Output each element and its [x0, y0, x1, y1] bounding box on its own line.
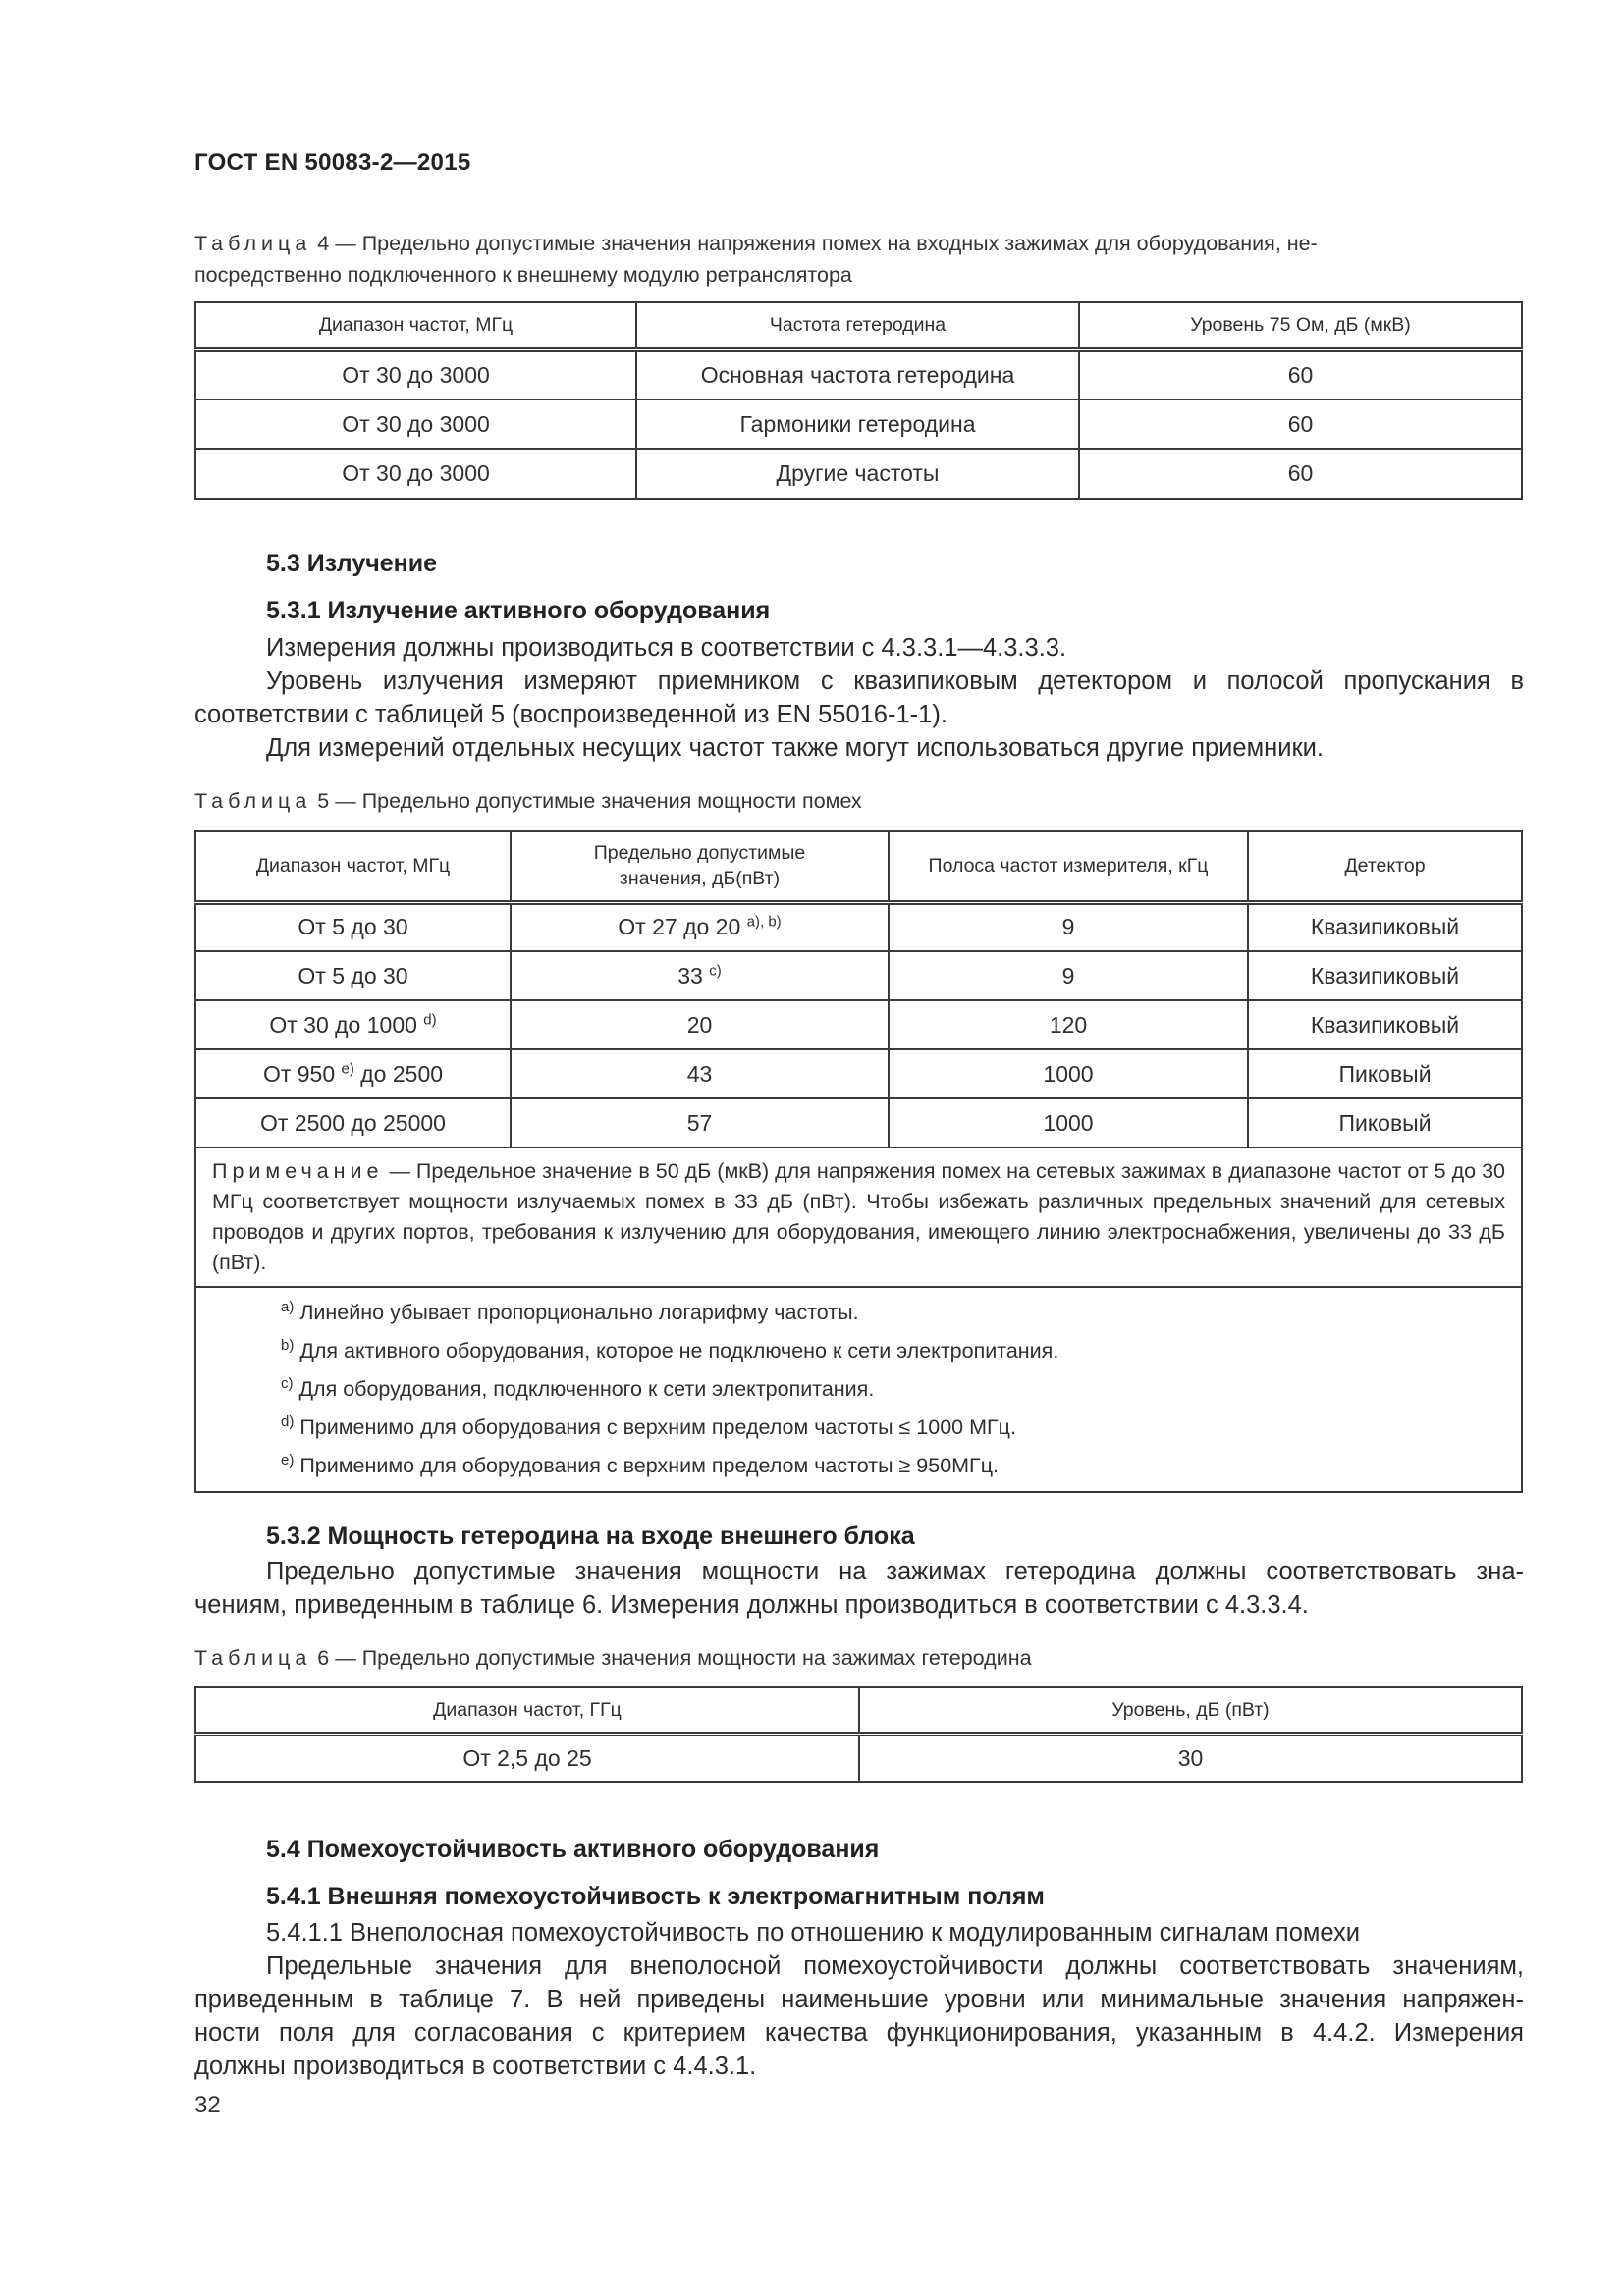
table-cell: От 30 до 3000	[195, 400, 636, 449]
table5	[194, 830, 1523, 1493]
table6-header-cell: Уровень, дБ (пВт)	[859, 1687, 1522, 1734]
table-cell: 60	[1079, 349, 1522, 400]
table-cell: 9	[889, 951, 1248, 1000]
table5-caption-label: Таблица	[194, 789, 312, 813]
limit-text: 33	[677, 962, 703, 988]
footnote-text: Применимо для оборудования с верхним пределом частоты ≥ 950МГц.	[294, 1454, 999, 1477]
table4-caption-label: Таблица	[194, 232, 312, 255]
footnote	[281, 1447, 1505, 1485]
footnote-ref: а), b)	[746, 913, 782, 931]
table-cell: 30	[859, 1734, 1522, 1782]
subsection-heading: 5.3.2 Мощность гетеродина на входе внешнего блока	[266, 1522, 915, 1550]
table5-header-row	[195, 831, 1522, 902]
paragraph: должны производиться в соответствии с 4.4.3.1.	[194, 2053, 757, 2080]
footnote-text: Применимо для оборудования с верхним пределом частоты ≤ 1000 МГц.	[294, 1415, 1016, 1439]
table-cell: 60	[1079, 400, 1522, 449]
table-cell	[511, 902, 889, 951]
paragraph: 5.4.1.1 Внеполосная помехоустойчивость по отношению к модулированным сигналам помехи	[266, 1919, 1361, 1947]
table6-caption-label: Таблица	[194, 1646, 312, 1670]
table5-caption-text: 5 — Предельно допустимые значения мощности помех	[311, 789, 862, 813]
table-row	[195, 951, 1522, 1000]
table-cell: Другие частоты	[636, 449, 1079, 499]
table5-header-cell: Диапазон частот, МГц	[195, 831, 511, 902]
table-cell: Гармоники гетеродина	[636, 400, 1079, 449]
footnote-mark: е)	[281, 1451, 295, 1468]
table-cell: 1000	[889, 1098, 1248, 1148]
paragraph: ности поля для согласования с критерием качества функционирования, указанным в 4.4.2. Измерения	[194, 2019, 1524, 2047]
table6-header-row	[195, 1687, 1522, 1734]
footnote	[281, 1409, 1505, 1447]
table5-header-cell: Полоса частот измерителя, кГц	[889, 831, 1248, 902]
table4-caption	[194, 228, 1518, 291]
table-cell: Пиковый	[1248, 1049, 1522, 1098]
table-note-row	[195, 1148, 1522, 1287]
table-footnotes-row	[195, 1287, 1522, 1492]
table4-header-cell: Частота гетеродина	[636, 302, 1079, 349]
table-cell: Квазипиковый	[1248, 1000, 1522, 1049]
limit-text: От 27 до 20	[618, 914, 741, 940]
table-cell: Основная частота гетеродина	[636, 349, 1079, 400]
footnote-ref: d)	[423, 1010, 437, 1028]
table-row	[195, 1000, 1522, 1049]
paragraph: соответствии с таблицей 5 (воспроизведенной из EN 55016-1-1).	[194, 701, 947, 728]
footnote	[281, 1332, 1505, 1370]
note-text: — Предельное значение в 50 дБ (мкВ) для напряжения помех на сетевых зажимах в диапазоне частот от 5 до 30 МГц соответствует мощности излучаемых помех в 33 дБ (пВт). Чтобы избежать различных предельных значений для сетевых проводов и других портов, требования к излучению для оборудования, имеющего линию электроснабжения, увеличены до 33 дБ (пВт).	[212, 1159, 1505, 1274]
footnote-text: Для активного оборудования, которое не подключено к сети электропитания.	[294, 1339, 1059, 1362]
table-cell: От 30 до 3000	[195, 349, 636, 400]
paragraph: Уровень излучения измеряют приемником с квазипиковым детектором и полосой пропускания в	[266, 667, 1524, 695]
table4-caption-line2: посредственно подключенного к внешнему модулю ретранслятора	[194, 263, 852, 287]
table-row	[195, 1049, 1522, 1098]
table-note	[195, 1148, 1522, 1287]
range-text: От 5 до 30	[298, 962, 408, 988]
table5-header-cell: Детектор	[1248, 831, 1522, 902]
paragraph: чениям, приведенным в таблице 6. Измерения должны производиться в соответствии с 4.3.3.4.	[194, 1591, 1309, 1619]
note-label: Примечание	[212, 1159, 384, 1183]
range-text: От 30 до 1000	[269, 1011, 417, 1038]
table-cell: 60	[1079, 449, 1522, 499]
footnote-mark: d)	[281, 1413, 295, 1430]
table-cell: Квазипиковый	[1248, 902, 1522, 951]
section-heading: 5.3 Излучение	[266, 550, 438, 577]
document-code: ГОСТ EN 50083-2—2015	[194, 149, 471, 176]
paragraph: Предельно допустимые значения мощности на зажимах гетеродина должны соответствовать зна-	[266, 1558, 1524, 1585]
table6	[194, 1686, 1523, 1783]
table4-header-cell: Уровень 75 Ом, дБ (мкВ)	[1079, 302, 1522, 349]
footnote-ref: с)	[709, 961, 722, 979]
table-cell: 57	[511, 1098, 889, 1148]
range-text: От 950	[262, 1060, 336, 1087]
table-footnotes	[195, 1287, 1522, 1492]
subsection-heading: 5.3.1 Излучение активного оборудования	[266, 597, 771, 624]
range-text: От 5 до 30	[298, 914, 408, 940]
footnote-ref: е)	[341, 1059, 354, 1077]
table-cell: От 2,5 до 25	[195, 1734, 859, 1782]
table-cell: 20	[511, 1000, 889, 1049]
table-cell	[195, 902, 511, 951]
table4	[194, 301, 1523, 500]
footnote	[281, 1370, 1505, 1409]
subsection-heading: 5.4.1 Внешняя помехоустойчивость к электромагнитным полям	[266, 1883, 1045, 1910]
table-cell: 1000	[889, 1049, 1248, 1098]
table4-header-cell: Диапазон частот, МГц	[195, 302, 636, 349]
table6-header-cell: Диапазон частот, ГГц	[195, 1687, 859, 1734]
table-row	[195, 902, 1522, 951]
table-cell: От 2500 до 25000	[195, 1098, 511, 1148]
table-cell: 9	[889, 902, 1248, 951]
table-cell: 120	[889, 1000, 1248, 1049]
footnote-text: Для оборудования, подключенного к сети электропитания.	[293, 1377, 875, 1401]
paragraph: Предельные значения для внеполосной помехоустойчивости должны соответствовать значениям,	[266, 1952, 1524, 1980]
table5-caption	[194, 785, 862, 817]
table5-header-cell: Предельно допустимые значения, дБ(пВт)	[511, 831, 889, 902]
table4-caption-text: 4 — Предельно допустимые значения напряжения помех на входных зажимах для оборудования, не-	[311, 232, 1318, 255]
table6-caption-text: 6 — Предельно допустимые значения мощности на зажимах гетеродина	[311, 1646, 1032, 1670]
table-cell	[195, 951, 511, 1000]
paragraph: Для измерений отдельных несущих частот также могут использоваться другие приемники.	[266, 734, 1324, 762]
table6-caption	[194, 1642, 1032, 1674]
footnote-mark: с)	[281, 1374, 294, 1392]
footnote-text: Линейно убывает пропорционально логарифму частоты.	[294, 1301, 859, 1324]
footnote-mark: а)	[281, 1298, 295, 1315]
table-cell: Пиковый	[1248, 1098, 1522, 1148]
paragraph: приведенным в таблице 7. В ней приведены наименьшие уровни или минимальные значения напряжен-	[194, 1986, 1524, 2013]
table-row	[195, 400, 1522, 449]
table-cell: От 30 до 3000	[195, 449, 636, 499]
table-row	[195, 349, 1522, 400]
footnote-mark: b)	[281, 1336, 295, 1354]
range-tail: до 2500	[353, 1060, 444, 1087]
table-row	[195, 1098, 1522, 1148]
table-row	[195, 449, 1522, 499]
section-heading: 5.4 Помехоустойчивость активного оборудования	[266, 1836, 880, 1863]
table-cell	[195, 1000, 511, 1049]
table-cell: 43	[511, 1049, 889, 1098]
page-number: 32	[194, 2092, 221, 2118]
table4-header-row	[195, 302, 1522, 349]
footnote	[281, 1294, 1505, 1332]
table-row	[195, 1734, 1522, 1782]
paragraph: Измерения должны производиться в соответствии с 4.3.3.1—4.3.3.3.	[266, 634, 1067, 662]
table-cell: Квазипиковый	[1248, 951, 1522, 1000]
table-cell	[195, 1049, 511, 1098]
table-cell	[511, 951, 889, 1000]
